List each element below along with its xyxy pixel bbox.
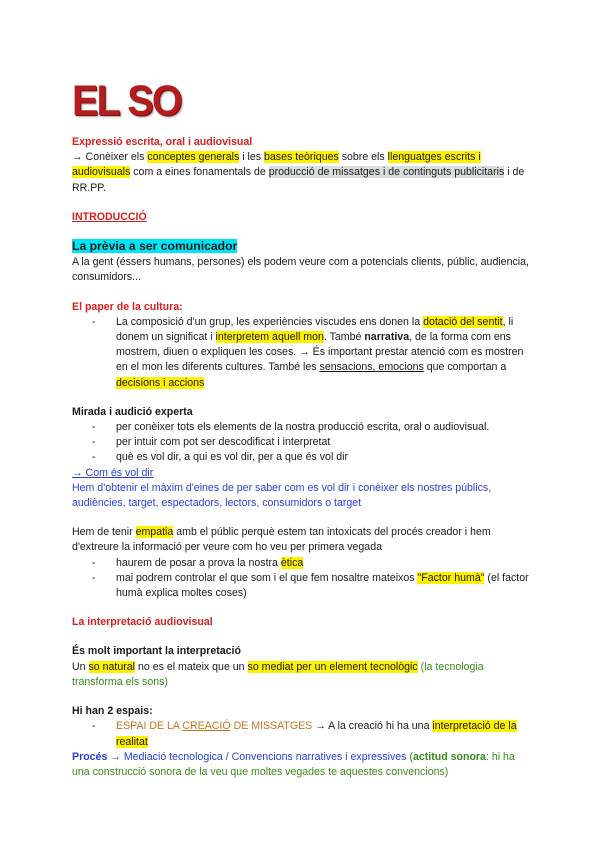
highlight-produccio: producció de missatges i de continguts publicitaris: [268, 166, 505, 179]
previa-text: A la gent (éssers humans, persones) els podem veure com a potencials clients, públic, audiencia, consumidors...: [72, 256, 529, 284]
highlight-interpretem: interpretem aquell mon: [215, 331, 324, 344]
objective-text: com a eines fonamentals de: [130, 166, 269, 179]
highlight-interpretacio-realitat: interpretació de la realitat: [116, 720, 517, 748]
espai-label: DE MISSATGES: [230, 720, 313, 733]
cultura-heading: El paper de la cultura:: [72, 300, 183, 313]
list-item: - per conèixer tots els elements de la nostra producció escrita, oral o audiovisual.: [92, 420, 532, 435]
empatia-text: Hem de tenir: [72, 526, 136, 539]
list-item: [92, 556, 532, 571]
highlight-decisions: decisions i accions: [116, 376, 205, 389]
cultura-list: [72, 315, 532, 391]
list-item: [92, 571, 532, 601]
interp-subheading: És molt important la interpretació: [72, 645, 241, 658]
highlight-factor-huma: "Factor humà": [417, 571, 485, 584]
empatia-item-text: mai podrem controlar el que som i el que fem nosaltre mateixos: [116, 571, 418, 584]
interp-paragraph: [72, 660, 532, 690]
list-item: - què es vol dir, a qui es vol dir, per a que és vol dir: [92, 450, 532, 465]
highlight-llenguatges: llenguatges escrits i audiovisuals: [72, 151, 481, 179]
highlight-etica: ètica: [280, 556, 304, 569]
underline-sensacions: sensacions, emocions: [319, 361, 424, 374]
cultura-text: , li donem un significat i: [116, 315, 514, 344]
objective-text: → Conèixer els: [72, 151, 148, 164]
highlight-empatia: empatia: [135, 526, 174, 539]
espai-creacio: CREACIÓ: [182, 720, 231, 733]
proces-green-text: (: [406, 750, 413, 763]
proces-text: → Mediació tecnologica / Convencions narratives i expressives: [107, 750, 407, 763]
highlight-bases: bases teòriques: [263, 151, 339, 164]
highlight-conceptes: conceptes generals: [147, 151, 240, 164]
subtitle: [72, 135, 532, 150]
objective-paragraph: [72, 150, 532, 196]
empatia-item-text: haurem de posar a prova la nostra: [116, 556, 281, 569]
document-page: [72, 78, 532, 780]
highlight-so-natural: so natural: [88, 660, 136, 673]
page-title: EL SO: [72, 77, 181, 125]
proces-paragraph: [72, 750, 532, 780]
empatia-text: amb el públic perquè estem tan intoxicats del procés creador i hem d'extreure la informació per veure com ho veu per primera vegada: [72, 526, 491, 554]
com-es-vol-dir-link-line: [72, 466, 532, 481]
highlight-dotacio: dotació del sentit: [423, 315, 503, 328]
objective-text: sobre els: [338, 151, 388, 164]
list-item: [92, 315, 532, 391]
com-es-vol-dir-link[interactable]: → Com és vol dir: [72, 466, 154, 479]
highlight-so-mediat: so mediat per un element tecnològic: [247, 660, 418, 673]
interp-heading: La interpretació audiovisual: [72, 616, 213, 629]
empatia-paragraph: [72, 525, 532, 555]
cultura-text: que comportan a: [423, 361, 507, 374]
cultura-text: La composició d'un grup, les experiències viscudes ens donen la: [116, 315, 424, 328]
mirada-blue-text: Hem d'obtenir el màxim d'eines de per saber com es vol dir i conèixer els nostres públics, audiències, target, espectadors, lectors, consumidors o target: [72, 481, 492, 510]
interp-green-text: (la tecnologia transforma els sons): [72, 660, 484, 688]
proces-label: Procés: [72, 750, 108, 763]
cultura-text: , de la forma com ens mostrem, diuen o expliquen les coses. → És important prestar atenció com es mostren en el mon les diferents cultures. També les: [116, 331, 524, 374]
intro-heading-text: INTRODUCCIÓ: [72, 210, 147, 223]
espai-label: ESPAI DE LA: [116, 720, 183, 733]
list-item: - per intuir com pot ser descodificat i interpretat: [92, 435, 532, 450]
previa-heading-text: La prèvia a ser comunicador: [72, 239, 238, 254]
proces-green-text: : hi ha una construcció sonora de la veu que moltes vegades te aquestes convencions): [72, 750, 515, 778]
empatia-item-text: (el factor humà explica moltes coses): [116, 571, 529, 600]
list-item: [92, 719, 532, 749]
mirada-list: [72, 420, 532, 466]
interp-text: no es el mateix que un: [135, 660, 248, 673]
espais-list: [72, 719, 532, 749]
objective-text: i de RR.PP.: [72, 166, 525, 194]
intro-heading: [72, 210, 532, 225]
previa-heading: [72, 239, 532, 255]
bold-narrativa: narrativa: [364, 331, 410, 344]
espai-text: → A la creació hi ha una: [312, 720, 433, 733]
interp-text: Un: [72, 660, 89, 673]
empatia-list: [72, 556, 532, 602]
espais-heading: Hi han 2 espais:: [72, 705, 153, 718]
cultura-text: . També: [323, 331, 365, 344]
objective-text: i les: [239, 151, 264, 164]
actitud-sonora: actitud sonora: [412, 750, 486, 763]
mirada-heading: Mirada i audició experta: [72, 405, 193, 418]
subtitle-text: Expressió escrita, oral i audiovisual: [72, 136, 253, 148]
